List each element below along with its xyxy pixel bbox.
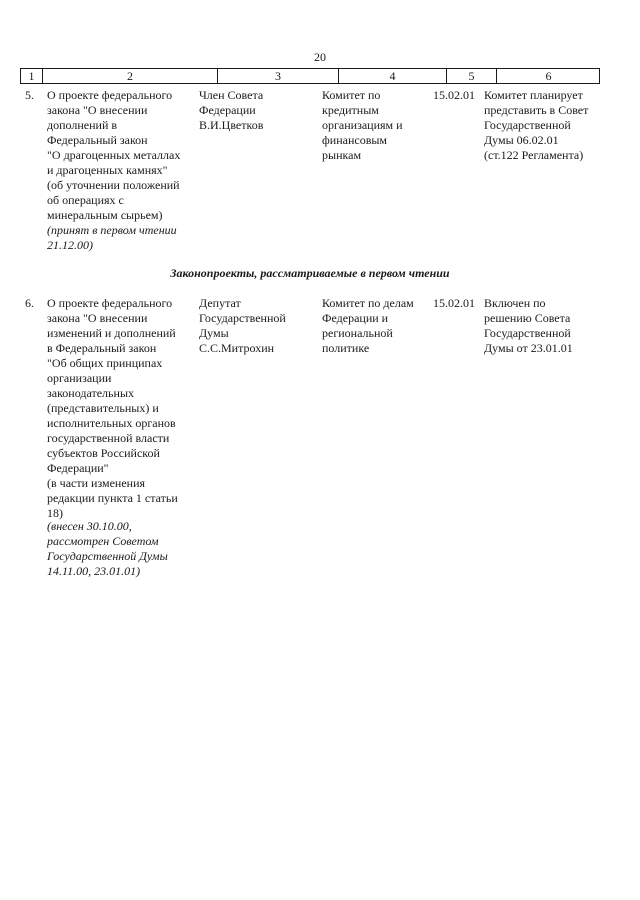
bill-progress: Комитет планирует представить в Совет Государственной Думы 06.02.01 (ст.122 Регламента) xyxy=(484,88,589,162)
responsible-committee: Комитет по делам Федерации и региональной политике xyxy=(322,296,414,355)
bill-status-note: (принят в первом чтении 21.12.00) xyxy=(47,223,177,252)
row-number: 6. xyxy=(25,296,34,310)
bill-subject: О проекте федерального закона "О внесении изменений и дополнений в Федеральный закон "Об общих принципах организации законодательных (представительных) и исполнительных органов государственной власти субъектов Российской Федерации" (в части изменения редакции пункта 1 статьи 18) xyxy=(47,296,178,520)
meeting-date: 15.02.01 xyxy=(433,296,475,310)
column-header-5: 5 xyxy=(447,69,497,83)
column-header-1: 1 xyxy=(21,69,43,83)
bill-status-note: (внесен 30.10.00, рассмотрен Советом Государственной Думы 14.11.00, 23.01.01) xyxy=(47,519,168,578)
column-header-3: 3 xyxy=(218,69,339,83)
page-number: 20 xyxy=(314,50,326,64)
column-header-row xyxy=(20,68,600,84)
bill-initiator: Член Совета Федерации В.И.Цветков xyxy=(199,88,264,132)
bill-initiator: Депутат Государственной Думы С.С.Митрохин xyxy=(199,296,286,355)
bill-progress: Включен по решению Совета Государственной Думы от 23.01.01 xyxy=(484,296,573,355)
responsible-committee: Комитет по кредитным организациям и финансовым рынкам xyxy=(322,88,403,162)
column-header-2: 2 xyxy=(43,69,218,83)
section-heading: Законопроекты, рассматриваемые в первом чтении xyxy=(170,266,450,280)
meeting-date: 15.02.01 xyxy=(433,88,475,102)
column-header-6: 6 xyxy=(545,69,552,83)
row-number: 5. xyxy=(25,88,34,102)
bill-subject: О проекте федерального закона "О внесении дополнений в Федеральный закон "О драгоценных металлах и драгоценных камнях" (об уточнении положений об операциях с минеральным сырьем) xyxy=(47,88,181,222)
column-header-4: 4 xyxy=(339,69,447,83)
